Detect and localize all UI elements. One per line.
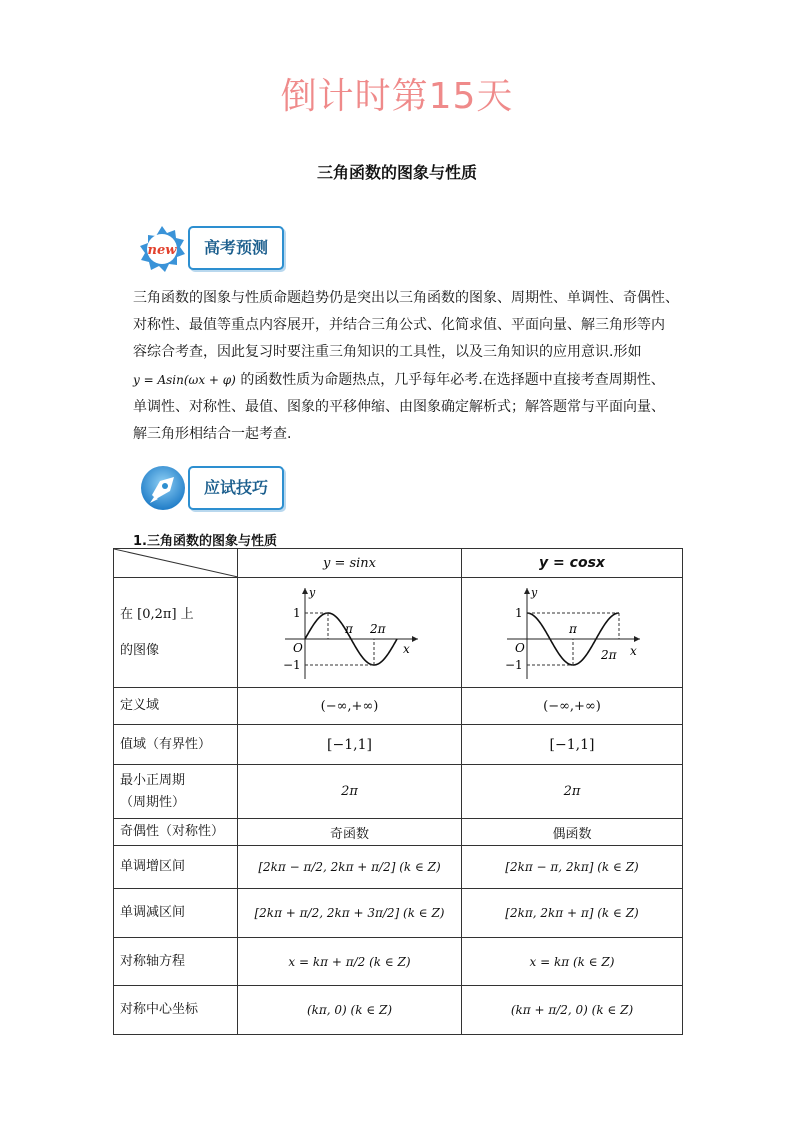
x-axis-arrow (634, 636, 640, 642)
cos-value: 2π (462, 765, 683, 819)
row-label: 奇偶性（对称性） (114, 819, 238, 846)
table-row (114, 725, 683, 765)
tick-origin: O (515, 640, 525, 655)
paragraph-line-text: 的函数性质为命题热点，几乎每年必考.在选择题中直接考查周期性、 (240, 371, 665, 388)
cos-value: (−∞,+∞) (462, 688, 683, 725)
sin-graph (275, 583, 425, 683)
x-axis-arrow (412, 636, 418, 642)
tick-two-pi: 2π (601, 647, 617, 662)
section-badge-techniques: 应试技巧 (188, 466, 284, 510)
row-label-line2: （周期性） (120, 794, 186, 810)
countdown-banner: 倒计时第15天 (280, 76, 514, 117)
diagonal-line (114, 549, 238, 577)
y-axis-arrow (524, 588, 530, 594)
row-label-line1: 最小正周期 (120, 772, 186, 788)
row-label: 值域（有界性） (114, 725, 238, 765)
header-diagonal-cell (114, 549, 238, 578)
subsection-title: 1.三角函数的图象与性质 (133, 534, 277, 549)
graph-label-interval: [0,2π] (137, 606, 177, 622)
table-header-row (114, 549, 683, 578)
paragraph-line: 单调性、对称性、最值、图象的平移伸缩、由图象确定解析式；解答题常与平面向量、 (133, 398, 665, 415)
section-badge-forecast: 高考预测 (188, 226, 284, 270)
document-title: 三角函数的图象与性质 (316, 163, 477, 182)
table-row (114, 846, 683, 889)
cos-value: 偶函数 (462, 819, 683, 846)
sin-value: [2kπ − π/2, 2kπ + π/2] (k ∈ Z) (238, 846, 462, 889)
row-label: 对称轴方程 (114, 938, 238, 986)
svg-text:new: new (147, 243, 177, 258)
cos-value: [2kπ, 2kπ + π] (k ∈ Z) (462, 889, 683, 938)
row-label: 单调减区间 (114, 889, 238, 938)
sin-value: 奇函数 (238, 819, 462, 846)
table-row (114, 688, 683, 725)
forecast-paragraph (133, 285, 678, 448)
paragraph-line: 解三角形相结合一起考查. (133, 425, 292, 442)
paragraph-line: 对称性、最值等重点内容展开，并结合三角公式、化简求值、平面向量、解三角形等内 (133, 317, 665, 334)
tick-neg-one: −1 (505, 657, 523, 672)
graph-row-label (114, 578, 238, 688)
tick-y: y (531, 585, 538, 599)
tick-neg-one: −1 (282, 657, 301, 672)
tick-pi: π (344, 621, 353, 636)
header-sin: y = sinx (238, 549, 462, 578)
cos-value: x = kπ (k ∈ Z) (462, 938, 683, 986)
tick-y: y (308, 585, 315, 599)
row-label: 单调增区间 (114, 846, 238, 889)
tick-x: x (630, 643, 637, 658)
sin-value: [2kπ + π/2, 2kπ + 3π/2] (k ∈ Z) (238, 889, 462, 938)
table-row (114, 938, 683, 986)
cos-value: [2kπ − π, 2kπ] (k ∈ Z) (462, 846, 683, 889)
rocket-icon (140, 465, 186, 511)
table-row (114, 986, 683, 1035)
trig-properties-table (113, 548, 683, 1035)
cos-value: [−1,1] (462, 725, 683, 765)
cos-value: (kπ + π/2, 0) (k ∈ Z) (462, 986, 683, 1035)
function-formula: y = Asin(ωx + φ) (133, 372, 236, 387)
graph-label-line2: 的图像 (120, 642, 160, 658)
sin-value: x = kπ + π/2 (k ∈ Z) (238, 938, 462, 986)
cos-graph-cell (462, 578, 683, 688)
graph-label-prefix: 在 (120, 606, 134, 622)
sin-graph-cell (238, 578, 462, 688)
row-label: 定义域 (114, 688, 238, 725)
table-row (114, 819, 683, 846)
cos-graph (497, 583, 647, 683)
graph-row (114, 578, 683, 688)
tick-origin: O (292, 640, 303, 655)
paragraph-line: 容综合考查，因此复习时要注重三角知识的工具性，以及三角知识的应用意识.形如 (133, 344, 642, 361)
tick-two-pi: 2π (369, 621, 386, 636)
tick-x: x (402, 641, 410, 656)
sin-value: (−∞,+∞) (238, 688, 462, 725)
tick-pi: π (569, 621, 577, 636)
sin-value: 2π (238, 765, 462, 819)
y-axis-arrow (302, 588, 308, 594)
row-label: 对称中心坐标 (114, 986, 238, 1035)
tick-one: 1 (515, 605, 523, 620)
table-row (114, 889, 683, 938)
new-badge-icon (138, 225, 186, 273)
header-cos: y = cosx (462, 549, 683, 578)
sin-value: (kπ, 0) (k ∈ Z) (238, 986, 462, 1035)
sin-value: [−1,1] (238, 725, 462, 765)
graph-label-suffix: 上 (180, 606, 194, 622)
tick-one: 1 (292, 605, 301, 620)
table-row (114, 765, 683, 819)
paragraph-line: 三角函数的图象与性质命题趋势仍是突出以三角函数的图象、周期性、单调性、奇偶性、 (133, 290, 679, 306)
row-label (114, 765, 238, 819)
paragraph-line (133, 367, 678, 394)
